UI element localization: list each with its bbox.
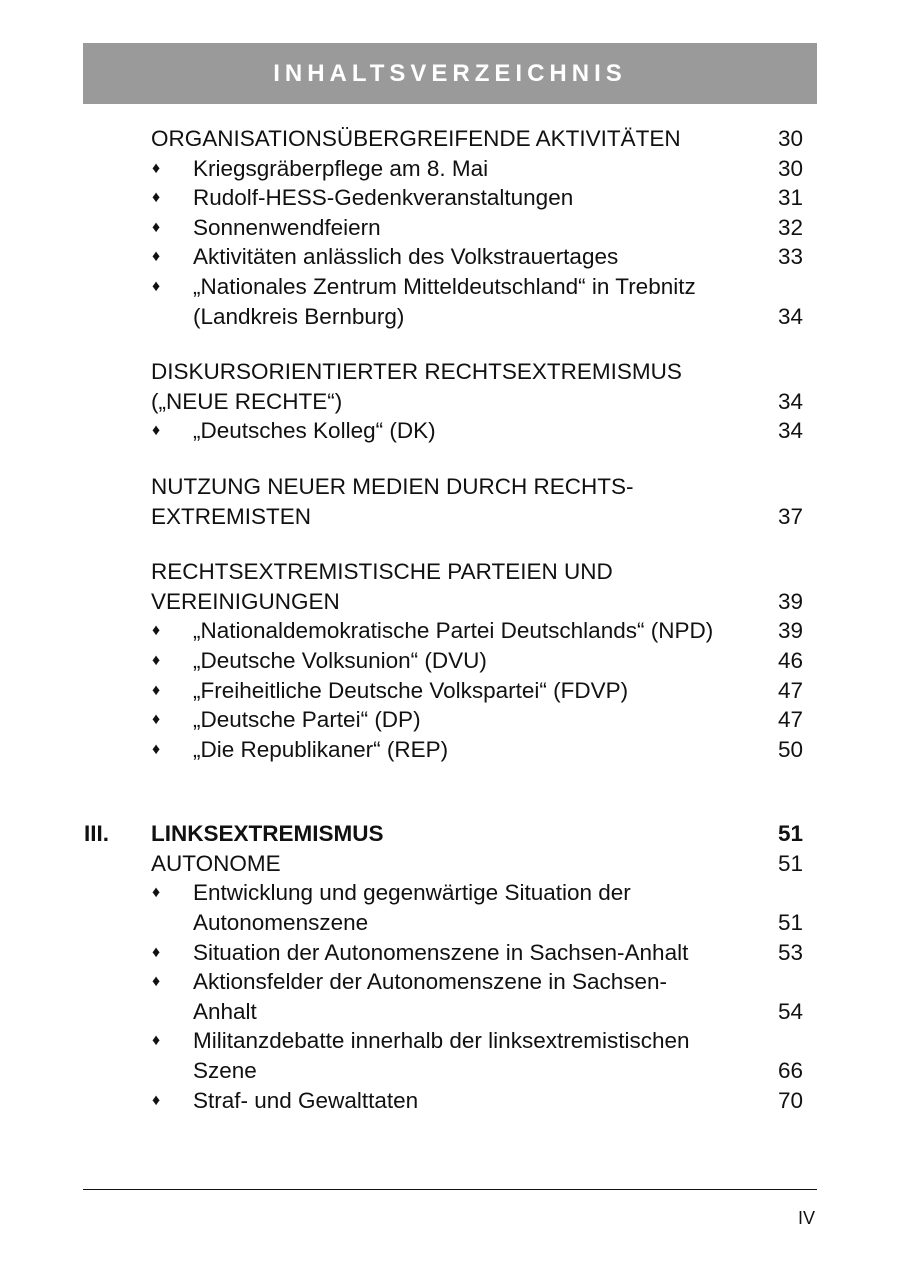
toc-entry[interactable]	[0, 878, 900, 908]
entry-text: Kriegsgräberpflege am 8. Mai	[193, 155, 489, 181]
entry-text-line2: Autonomenszene	[193, 910, 369, 936]
entry-text: „Deutsches Kolleg“ (DK)	[193, 418, 436, 444]
page-number: 37	[777, 503, 803, 529]
entry-text-line2: (Landkreis Bernburg)	[193, 303, 405, 329]
page-number: 30	[777, 155, 803, 181]
section-title-line1: NUTZUNG NEUER MEDIEN DURCH RECHTS-	[151, 473, 634, 499]
chapter-title: LINKSEXTREMISMUS	[151, 821, 384, 847]
page-number: 33	[777, 244, 803, 270]
toc-section-heading[interactable]	[0, 357, 900, 387]
toc-entry[interactable]	[0, 154, 900, 184]
entry-text: „Nationaldemokratische Partei Deutschlands“ (NPD)	[193, 618, 714, 644]
toc-entry[interactable]	[0, 938, 900, 968]
entry-text: „Deutsche Volksunion“ (DVU)	[193, 647, 487, 673]
toc-entry-continuation[interactable]	[0, 302, 900, 332]
entry-text-line2: Anhalt	[193, 998, 257, 1024]
section-title-line2: EXTREMISTEN	[151, 503, 312, 529]
toc-entry[interactable]	[0, 183, 900, 213]
diamond-bullet-icon: ♦	[152, 422, 161, 440]
chapter-numeral: III.	[84, 821, 110, 847]
page-number: 51	[777, 821, 803, 847]
table-of-contents	[0, 124, 900, 1115]
toc-section-heading-continuation[interactable]	[0, 587, 900, 617]
toc-entry[interactable]	[0, 242, 900, 272]
toc-section-heading[interactable]	[0, 849, 900, 879]
page-number: 34	[777, 303, 803, 329]
page-number: 46	[777, 647, 803, 673]
page-number: 34	[777, 418, 803, 444]
page-number: 32	[777, 214, 803, 240]
page-number: 30	[777, 126, 803, 151]
diamond-bullet-icon: ♦	[152, 681, 161, 699]
page-number: 39	[777, 588, 803, 614]
section-title-line1: RECHTSEXTREMISTISCHE PARTEIEN UND	[151, 559, 613, 585]
diamond-bullet-icon: ♦	[152, 740, 161, 758]
toc-entry[interactable]	[0, 1026, 900, 1056]
diamond-bullet-icon: ♦	[152, 651, 161, 669]
entry-text: „Freiheitliche Deutsche Volkspartei“ (FDVP)	[193, 677, 629, 703]
toc-chapter-heading[interactable]	[0, 819, 900, 849]
toc-header-bar	[83, 43, 817, 104]
toc-entry[interactable]	[0, 676, 900, 706]
page-number: 31	[777, 185, 803, 211]
page-number: 47	[777, 707, 803, 733]
footer-divider	[83, 1189, 817, 1190]
entry-text-line1: Entwicklung und gegenwärtige Situation der	[193, 880, 631, 906]
diamond-bullet-icon: ♦	[152, 1032, 161, 1050]
toc-section-heading-continuation[interactable]	[0, 502, 900, 532]
toc-entry[interactable]	[0, 735, 900, 765]
entry-text-line1: Militanzdebatte innerhalb der linksextremistischen	[193, 1028, 690, 1054]
toc-entry[interactable]	[0, 646, 900, 676]
toc-entry[interactable]	[0, 616, 900, 646]
page-number: 66	[777, 1058, 803, 1084]
entry-text: Sonnenwendfeiern	[193, 214, 381, 240]
entry-text-line1: Aktionsfelder der Autonomenszene in Sachsen-	[193, 969, 668, 995]
diamond-bullet-icon: ♦	[152, 943, 161, 961]
entry-text: Aktivitäten anlässlich des Volkstrauertages	[193, 244, 619, 270]
page-number: 54	[777, 998, 803, 1024]
diamond-bullet-icon: ♦	[152, 159, 161, 177]
toc-entry[interactable]	[0, 1086, 900, 1116]
page-number: 50	[777, 736, 803, 762]
page-number: 39	[777, 618, 803, 644]
entry-text: Straf- und Gewalttaten	[193, 1087, 419, 1113]
toc-entry-continuation[interactable]	[0, 1056, 900, 1086]
page-number: 34	[777, 388, 803, 414]
entry-text: „Die Republikaner“ (REP)	[193, 736, 449, 762]
section-title: ORGANISATIONSÜBERGREIFENDE AKTIVITÄTEN	[151, 126, 681, 151]
diamond-bullet-icon: ♦	[152, 248, 161, 266]
entry-text: Situation der Autonomenszene in Sachsen-Anhalt	[193, 939, 689, 965]
page-number: 53	[777, 939, 803, 965]
page-number: 47	[777, 677, 803, 703]
entry-text: Rudolf-HESS-Gedenkveranstaltungen	[193, 185, 574, 211]
toc-entry[interactable]	[0, 705, 900, 735]
toc-entry[interactable]	[0, 272, 900, 302]
toc-entry-continuation[interactable]	[0, 997, 900, 1027]
diamond-bullet-icon: ♦	[152, 711, 161, 729]
entry-text-line2: Szene	[193, 1058, 257, 1084]
diamond-bullet-icon: ♦	[152, 1091, 161, 1109]
diamond-bullet-icon: ♦	[152, 973, 161, 991]
toc-section-heading[interactable]	[0, 124, 900, 154]
page-number: 51	[777, 910, 803, 936]
section-title-line2: VEREINIGUNGEN	[151, 588, 340, 614]
toc-entry[interactable]	[0, 213, 900, 243]
toc-section-heading[interactable]	[0, 557, 900, 587]
toc-section-heading-continuation[interactable]	[0, 387, 900, 417]
diamond-bullet-icon: ♦	[152, 218, 161, 236]
toc-section-heading[interactable]	[0, 472, 900, 502]
entry-text: „Deutsche Partei“ (DP)	[193, 707, 421, 733]
page-number: 51	[777, 850, 803, 876]
section-title-line1: DISKURSORIENTIERTER RECHTSEXTREMISMUS	[151, 359, 682, 385]
entry-text-line1: „Nationales Zentrum Mitteldeutschland“ in Trebnitz	[193, 273, 696, 299]
toc-entry-continuation[interactable]	[0, 908, 900, 938]
footer-page-number: IV	[797, 1208, 815, 1228]
diamond-bullet-icon: ♦	[152, 884, 161, 902]
section-title-line2: („NEUE RECHTE“)	[151, 388, 343, 414]
diamond-bullet-icon: ♦	[152, 189, 161, 207]
page-number: 70	[777, 1087, 803, 1113]
section-title: AUTONOME	[151, 850, 281, 876]
diamond-bullet-icon: ♦	[152, 622, 161, 640]
toc-entry[interactable]	[0, 967, 900, 997]
toc-entry[interactable]	[0, 416, 900, 446]
toc-title: INHALTSVERZEICHNIS	[273, 59, 627, 87]
diamond-bullet-icon: ♦	[152, 277, 161, 295]
